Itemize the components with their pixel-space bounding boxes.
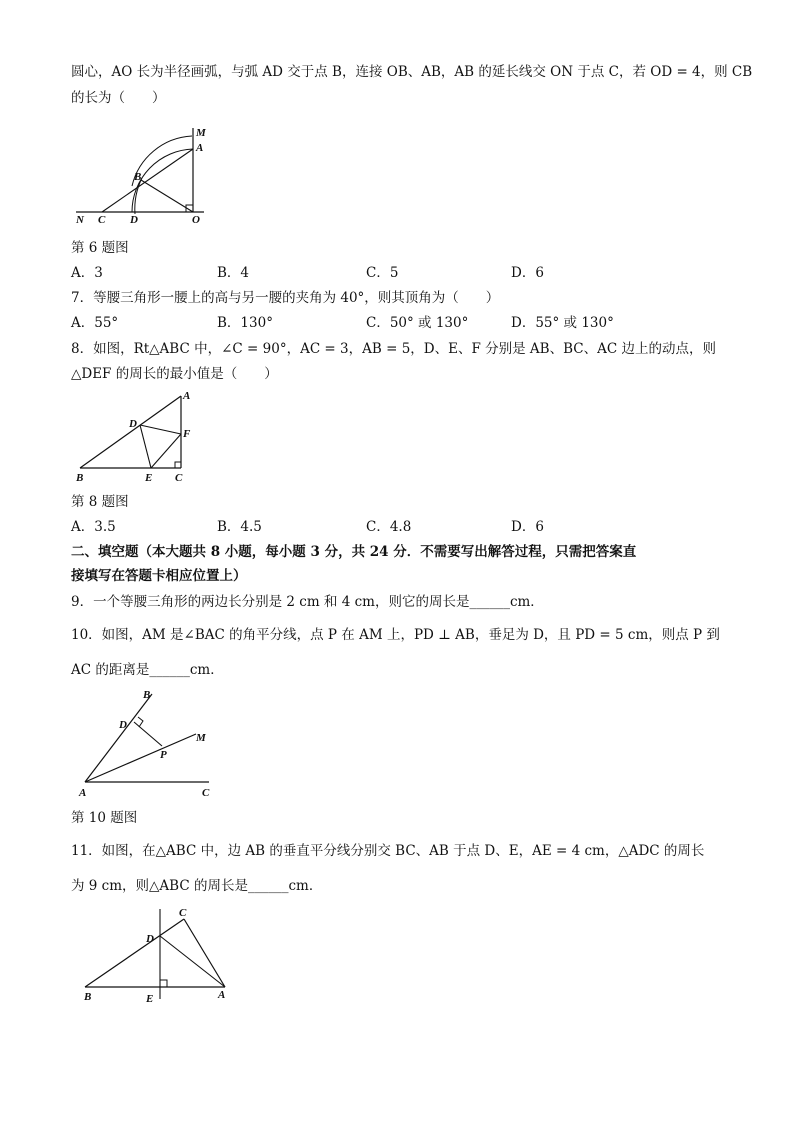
- q6-option-b: B．4: [217, 265, 250, 281]
- q10-text-line2: AC 的距离是______cm．: [71, 662, 224, 678]
- q8-option-d: D．6: [511, 519, 544, 535]
- q11-text-line1: 11．如图，在△ABC 中，边 AB 的垂直平分线分别交 BC、AB 于点 D、E，AE = 4 cm，△ADC 的周长: [71, 843, 705, 859]
- q11-label-c: C: [179, 907, 187, 919]
- q10-label-b: B: [143, 689, 151, 701]
- q6-option-d: D．6: [511, 265, 544, 281]
- q10-label-c: C: [202, 787, 210, 799]
- q8-label-a: A: [183, 390, 191, 402]
- q11-label-d: D: [146, 933, 154, 945]
- q7-option-c: C．50° 或 130°: [366, 315, 469, 331]
- q7-option-b: B．130°: [217, 315, 273, 331]
- q11-text-line2: 为 9 cm，则△ABC 的周长是______cm．: [71, 878, 323, 894]
- q8-label-b: B: [76, 472, 84, 484]
- q8-option-a: A．3.5: [71, 519, 116, 535]
- q6-label-o: O: [192, 214, 200, 224]
- q10-text-line1: 10．如图，AM 是∠BAC 的角平分线，点 P 在 AM 上，PD ⊥ AB，垂足为 D，且 PD = 5 cm，则点 P 到: [71, 627, 720, 643]
- section2-heading-line2: 接填写在答题卡相应位置上）: [71, 568, 247, 584]
- q6-label-d: D: [130, 214, 138, 224]
- q6-option-c: C．5: [366, 265, 399, 281]
- q6-label-a: A: [196, 142, 204, 154]
- q8-option-c: C．4.8: [366, 519, 412, 535]
- q10-figure-caption: 第 10 题图: [71, 810, 138, 826]
- q6-label-n: N: [76, 214, 84, 224]
- q10-figure: [72, 684, 222, 802]
- q10-label-m: M: [196, 732, 206, 744]
- q7-option-d: D．55° 或 130°: [511, 315, 614, 331]
- q7-text: 7．等腰三角形一腰上的高与另一腰的夹角为 40°，则其顶角为（ ）: [71, 290, 500, 306]
- q6-text-line1: 圆心，AO 长为半径画弧，与弧 AD 交于点 B，连接 OB、AB，AB 的延长线交 ON 于点 C，若 OD = 4，则 CB: [71, 64, 753, 80]
- q6-label-m: M: [196, 127, 206, 139]
- q6-figure-caption: 第 6 题图: [71, 240, 129, 256]
- q9-text: 9．一个等腰三角形的两边长分别是 2 cm 和 4 cm，则它的周长是______cm．: [71, 594, 544, 610]
- q8-text-line1: 8．如图，Rt△ABC 中，∠C = 90°，AC = 3，AB = 5，D、E、F 分别是 AB、BC、AC 边上的动点，则: [71, 341, 716, 357]
- section2-heading-line1: 二、填空题（本大题共 8 小题，每小题 3 分，共 24 分．不需要写出解答过程，只需把答案直: [71, 544, 637, 560]
- q8-label-d: D: [129, 418, 137, 430]
- q6-figure: [72, 126, 220, 224]
- q6-label-c: C: [98, 214, 106, 224]
- q8-text-line2: △DEF 的周长的最小值是（ ）: [71, 366, 278, 382]
- q8-label-c: C: [175, 472, 183, 484]
- q8-label-e: E: [145, 472, 153, 484]
- q8-label-f: F: [183, 428, 191, 440]
- q6-text-line2: 的长为（ ）: [71, 90, 166, 106]
- q11-label-b: B: [84, 991, 92, 1003]
- q10-label-p: P: [160, 749, 167, 761]
- q8-figure: [72, 388, 200, 484]
- q11-label-a: A: [218, 989, 226, 1001]
- q10-label-d: D: [119, 719, 127, 731]
- q11-label-e: E: [146, 993, 154, 1005]
- q8-figure-caption: 第 8 题图: [71, 494, 129, 510]
- q8-option-b: B．4.5: [217, 519, 262, 535]
- q7-option-a: A．55°: [71, 315, 119, 331]
- q10-label-a: A: [79, 787, 87, 799]
- q6-label-b: B: [134, 171, 142, 183]
- q6-option-a: A．3: [71, 265, 103, 281]
- q11-figure: [72, 904, 242, 1006]
